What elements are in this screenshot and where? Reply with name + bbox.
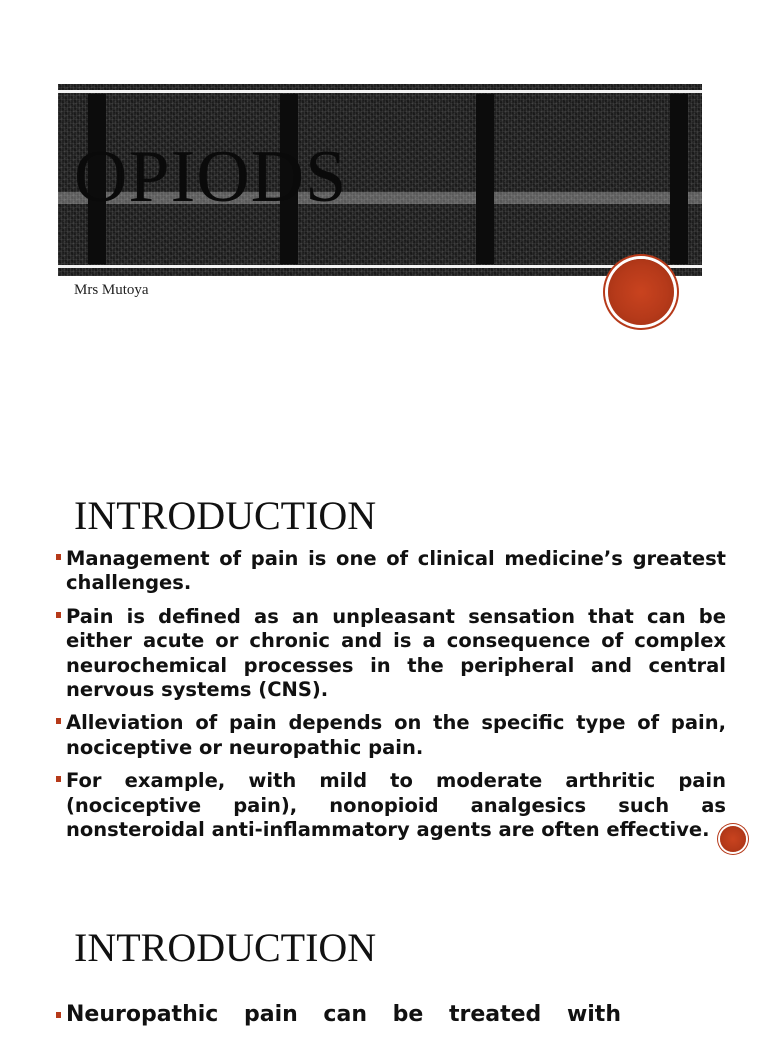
bullet-list <box>54 547 726 851</box>
decorative-orb-icon <box>720 826 746 852</box>
bullet-marker-icon <box>56 554 61 560</box>
bullet-text: Alleviation of pain depends on the specific type of pain, nociceptive or neuropathic pain. <box>66 711 726 759</box>
list-item <box>54 711 726 760</box>
list-item <box>54 547 726 596</box>
slide-title: OPIODS <box>74 136 348 218</box>
bullet-marker-icon <box>56 612 61 618</box>
section-heading: INTRODUCTION <box>74 493 377 538</box>
bullet-list <box>54 1001 744 1038</box>
bullet-marker-icon <box>56 1012 61 1018</box>
banner-bottom-line <box>58 265 702 268</box>
list-item <box>54 1001 744 1029</box>
bullet-text: Neuropathic pain can be treated with <box>66 1002 621 1027</box>
banner-column <box>476 94 494 264</box>
decorative-orb-icon <box>608 259 674 325</box>
banner-top-line <box>58 90 702 93</box>
author-name: Mrs Mutoya <box>74 282 149 298</box>
bullet-text: Pain is defined as an unpleasant sensation that can be either acute or chronic and is a consequence of complex neurochemical processes in the peripheral and central nervous systems (CNS). <box>66 604 726 702</box>
bullet-marker-icon <box>56 718 61 724</box>
bullet-text: Management of pain is one of clinical medicine’s greatest challenges. <box>66 547 726 595</box>
bullet-text: For example, with mild to moderate arthritic pain (nociceptive pain), nonopioid analgesics such as nonsteroidal anti-inflammatory agents are often effective. <box>66 769 726 842</box>
list-item <box>54 605 726 703</box>
banner-column <box>670 94 688 264</box>
section-heading: INTRODUCTION <box>74 925 377 970</box>
bullet-marker-icon <box>56 776 61 782</box>
list-item <box>54 769 726 842</box>
